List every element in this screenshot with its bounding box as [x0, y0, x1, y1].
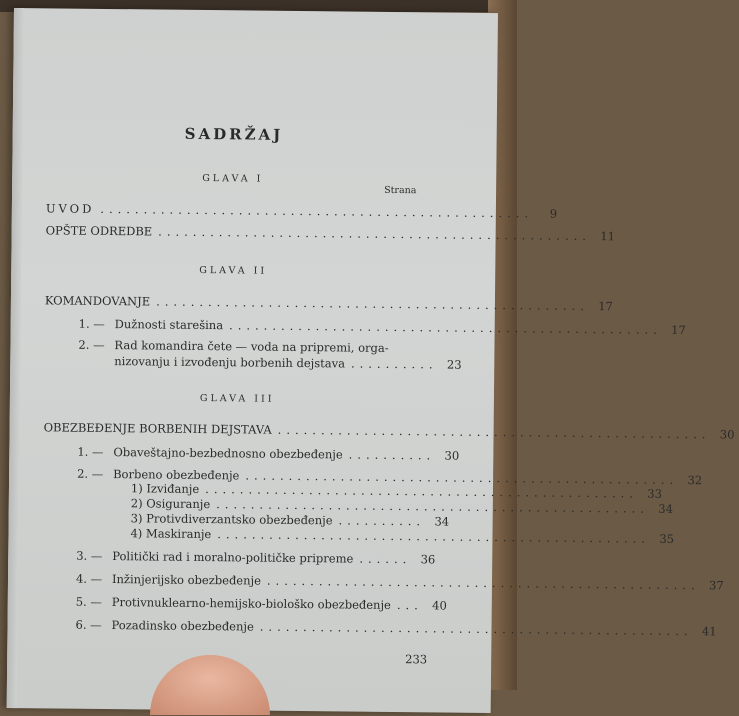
- toc-label: KOMANDOVANJE: [44, 293, 151, 309]
- toc-page: 37: [708, 578, 724, 593]
- toc-label-line2: nizovanju i izvođenju borbenih dejstava: [114, 354, 346, 371]
- toc-label: OPŠTE ODREDBE: [45, 223, 153, 239]
- leader-dots: ..................................................: [266, 573, 700, 593]
- item-number: 2. —: [77, 466, 104, 481]
- toc-page: 41: [701, 624, 717, 639]
- page-edge: [7, 8, 24, 708]
- leader-dots: ..................................................: [216, 497, 650, 516]
- item-number: 4. —: [75, 571, 103, 586]
- glava-1-heading: GLAVA I: [202, 172, 264, 185]
- toc-page: 9: [549, 206, 558, 221]
- leader-dots: ..................................................: [158, 224, 592, 244]
- item-number: 1. —: [78, 316, 105, 331]
- toc-entry-maskiranje: [130, 526, 675, 546]
- toc-page: 32: [687, 473, 703, 488]
- toc-entry-protivnuklearno: [111, 595, 447, 613]
- leader-dots: ..................................................: [217, 527, 651, 546]
- toc-label: UVOD: [45, 201, 95, 216]
- toc-page: 34: [658, 501, 674, 516]
- leader-dots: ..................................................: [156, 294, 589, 314]
- toc-entry-inzinjerijsko: [111, 572, 724, 593]
- toc-label: Inžinjerijsko obezbeđenje: [111, 572, 262, 588]
- toc-label: 4) Maskiranje: [130, 526, 212, 542]
- strana-label: Strana: [384, 184, 417, 197]
- leader-dots: ..................................................: [100, 201, 534, 221]
- toc-entry-opste-odredbe: [45, 223, 616, 244]
- toc-page: 30: [719, 427, 735, 442]
- toc-entry-rad-komandira: [114, 354, 462, 372]
- toc-entry-uvod: [45, 201, 558, 221]
- toc-page: 34: [434, 514, 450, 529]
- page-title: SADRŽAJ: [184, 124, 284, 144]
- item-number: 3. —: [76, 548, 103, 563]
- toc-label: Obaveštajno-bezbednosno obezbeđenje: [113, 445, 343, 462]
- toc-entry-politicki-rad: [112, 549, 436, 567]
- glava-3-heading: GLAVA III: [199, 392, 275, 405]
- toc-label: OBEZBEĐENJE BORBENIH DEJSTAVA: [43, 420, 272, 437]
- leader-dots: ......: [359, 551, 412, 567]
- leader-dots: ..........: [348, 447, 436, 463]
- toc-label: Borbeno obezbeđenje: [113, 467, 240, 483]
- toc-label: 2) Osiguranje: [130, 496, 211, 512]
- page-number: 233: [405, 652, 428, 667]
- leader-dots: ..................................................: [205, 482, 639, 501]
- toc-label: Dužnosti starešina: [114, 317, 224, 333]
- toc-entry-komandovanje: [44, 293, 613, 314]
- toc-page: 40: [432, 598, 447, 613]
- toc-label: Pozadinsko obezbeđenje: [111, 618, 254, 634]
- toc-entry-obavestajno: [113, 445, 460, 463]
- item-number: 2. —: [78, 337, 105, 352]
- toc-page: 17: [598, 299, 613, 314]
- toc-page: 36: [420, 552, 436, 567]
- leader-dots: ..................................................: [277, 422, 711, 442]
- toc-label: Protivnuklearno-hemijsko-biološko obezbeđenje: [111, 595, 391, 612]
- toc-page: 33: [647, 486, 663, 501]
- leader-dots: ...: [396, 598, 423, 613]
- leader-dots: ..................................................: [245, 468, 679, 487]
- leader-dots: ..................................................: [259, 619, 693, 639]
- toc-label: 1) Izviđanje: [130, 481, 200, 496]
- toc-entry-obezbedjenje: [43, 420, 735, 442]
- toc-page: 30: [444, 448, 460, 463]
- leader-dots: ..................................................: [229, 318, 662, 337]
- toc-page: 23: [446, 357, 462, 372]
- toc-page: 17: [671, 322, 686, 338]
- item-number: 5. —: [75, 594, 102, 609]
- toc-label-line1: Rad komandira čete — voda na pripremi, orga-: [114, 338, 389, 355]
- item-number: 6. —: [75, 617, 102, 632]
- leader-dots: ..........: [350, 356, 438, 372]
- toc-entry-pozadinsko: [111, 618, 717, 639]
- book-page: [7, 8, 735, 713]
- toc-page: 35: [659, 531, 675, 546]
- leader-dots: ..........: [338, 513, 426, 529]
- glava-2-heading: GLAVA II: [199, 264, 268, 277]
- toc-entry-duznosti: [114, 317, 686, 338]
- item-number: 1. —: [77, 444, 104, 459]
- toc-label: 3) Protivdiverzantsko obezbeđenje: [130, 511, 333, 528]
- toc-page: 11: [600, 229, 616, 244]
- toc-label: Politički rad i moralno-političke pripreme: [112, 549, 354, 566]
